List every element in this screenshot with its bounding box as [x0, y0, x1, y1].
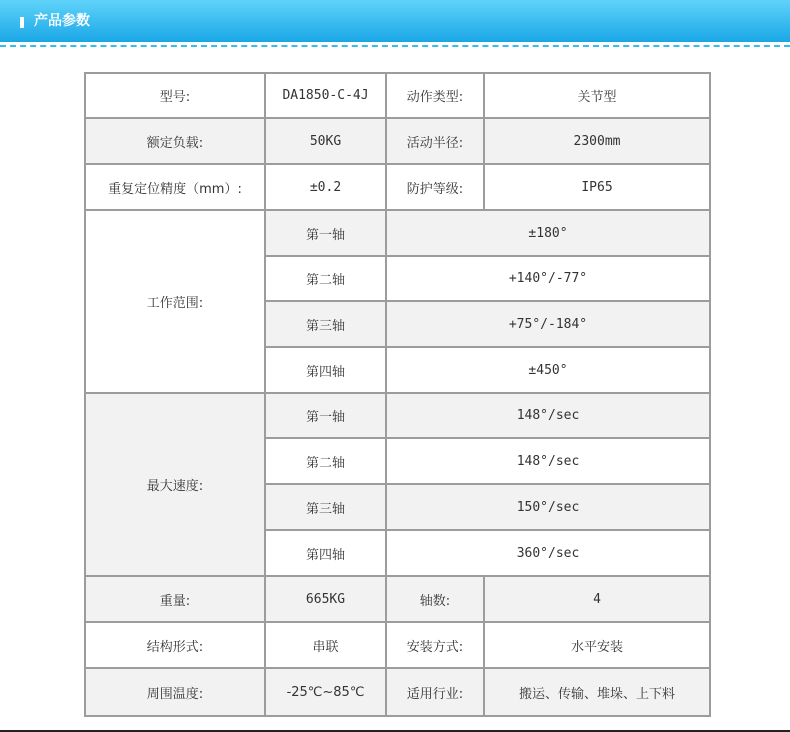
table-row: [85, 576, 710, 622]
table-row: [85, 622, 710, 668]
axis-name: 第一轴: [265, 210, 386, 256]
axis-value: ±450°: [386, 347, 710, 393]
header-marker: [20, 17, 24, 28]
reach-label: 活动半径:: [386, 118, 484, 164]
ambient-temp-value: -25℃~85℃: [265, 668, 386, 716]
axis-count-label: 轴数:: [386, 576, 484, 622]
axis-name: 第四轴: [265, 347, 386, 393]
structure-value: 串联: [265, 622, 386, 668]
industry-label: 适用行业:: [386, 668, 484, 716]
ambient-temp-label: 周围温度:: [85, 668, 265, 716]
axis-value: 150°/sec: [386, 484, 710, 530]
axis-name: 第三轴: [265, 484, 386, 530]
spec-table: [84, 72, 711, 717]
axis-value: 148°/sec: [386, 438, 710, 484]
section-title: 产品参数: [34, 13, 90, 29]
axis-value: 360°/sec: [386, 530, 710, 576]
protection-class-label: 防护等级:: [386, 164, 484, 210]
repeatability-label: 重复定位精度（mm）:: [85, 164, 265, 210]
rated-load-label: 额定负载:: [85, 118, 265, 164]
table-row: [85, 393, 710, 438]
table-row: [85, 73, 710, 118]
max-speed-label: 最大速度:: [85, 393, 265, 576]
axis-value: ±180°: [386, 210, 710, 256]
mounting-label: 安装方式:: [386, 622, 484, 668]
work-range-label: 工作范围:: [85, 210, 265, 393]
axis-name: 第二轴: [265, 256, 386, 301]
protection-class-value: IP65: [484, 164, 710, 210]
industry-value: 搬运、传输、堆垛、上下料: [484, 668, 710, 716]
axis-name: 第三轴: [265, 301, 386, 347]
repeatability-value: ±0.2: [265, 164, 386, 210]
axis-value: 148°/sec: [386, 393, 710, 438]
axis-name: 第二轴: [265, 438, 386, 484]
table-row: [85, 164, 710, 210]
axis-name: 第四轴: [265, 530, 386, 576]
header-dashed-divider: [0, 45, 790, 47]
table-row: [85, 118, 710, 164]
axis-value: +75°/-184°: [386, 301, 710, 347]
reach-value: 2300mm: [484, 118, 710, 164]
axis-count-value: 4: [484, 576, 710, 622]
weight-label: 重量:: [85, 576, 265, 622]
axis-name: 第一轴: [265, 393, 386, 438]
model-label: 型号:: [85, 73, 265, 118]
model-value: DA1850-C-4J: [265, 73, 386, 118]
table-row: [85, 668, 710, 716]
rated-load-value: 50KG: [265, 118, 386, 164]
table-row: [85, 210, 710, 256]
axis-value: +140°/-77°: [386, 256, 710, 301]
section-header: [0, 0, 790, 42]
weight-value: 665KG: [265, 576, 386, 622]
motion-type-value: 关节型: [484, 73, 710, 118]
structure-label: 结构形式:: [85, 622, 265, 668]
mounting-value: 水平安装: [484, 622, 710, 668]
motion-type-label: 动作类型:: [386, 73, 484, 118]
